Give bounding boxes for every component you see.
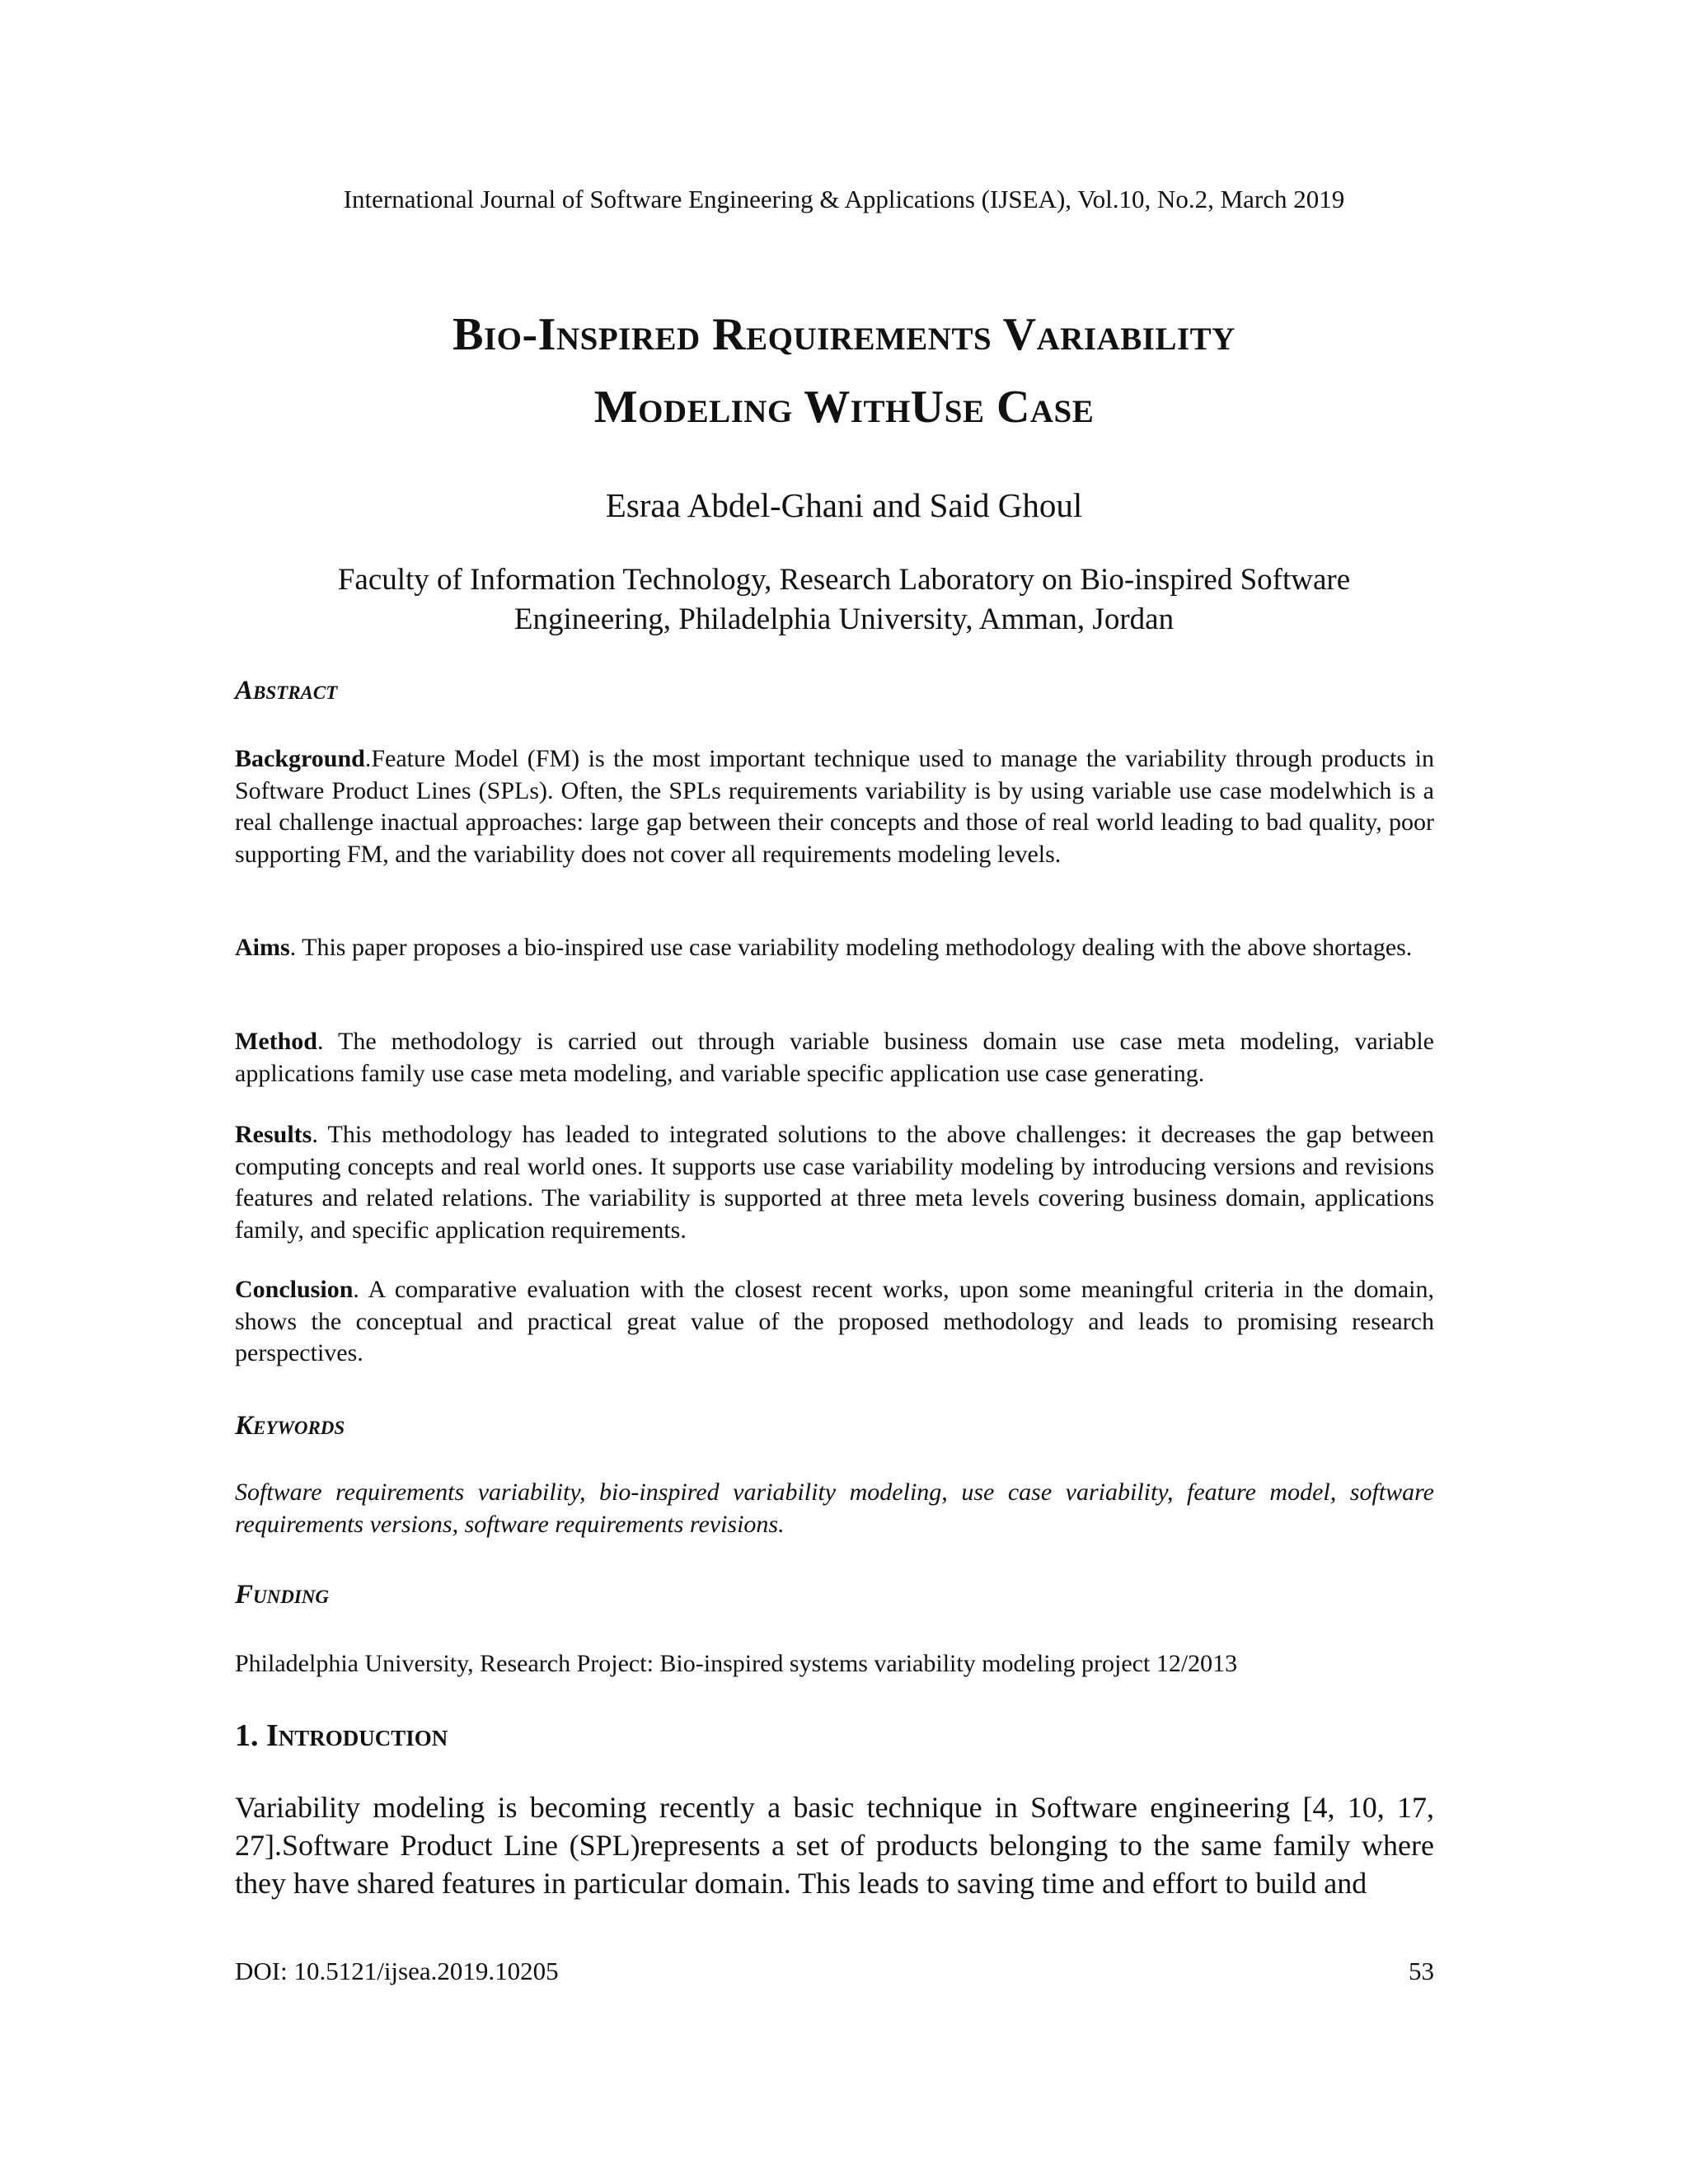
funding-text: Philadelphia University, Research Project: Bio-inspired systems variability modeling project 12/2013	[235, 1650, 1238, 1677]
funding-heading: Funding	[235, 1580, 330, 1610]
method-text: . The methodology is carried out through variable business domain use case meta modeling, variable applications family use case meta modeling, and variable specific application use case generating.	[235, 1028, 1434, 1087]
abstract-method-paragraph	[235, 1026, 1434, 1090]
running-header: International Journal of Software Engineering & Applications (IJSEA), Vol.10, No.2, March 2019	[343, 185, 1345, 213]
abstract-conclusion-paragraph	[235, 1274, 1434, 1370]
paper-authors: Esraa Abdel-Ghani and Said Ghoul	[605, 486, 1083, 524]
conclusion-text: . A comparative evaluation with the closest recent works, upon some meaningful criteria in the domain, shows the conceptual and practical great value of the proposed methodology and leads to promising research perspectives.	[235, 1276, 1434, 1366]
aims-text: . This paper proposes a bio-inspired use case variability modeling methodology dealing with the above shortages.	[289, 934, 1413, 961]
paper-affiliation	[0, 560, 1688, 640]
footer-page-number: 53	[1409, 1957, 1434, 1985]
keywords-text: Software requirements variability, bio-inspired variability modeling, use case variability, feature model, software requirements versions, software requirements revisions.	[235, 1479, 1434, 1538]
method-label: Method	[235, 1028, 317, 1055]
background-label: Background	[235, 745, 365, 772]
introduction-text: Variability modeling is becoming recently a basic technique in Software engineering [4, 10, 17, 27].Software Product Line (SPL)represents a set of products belonging to the same family where they have shared features in particular domain. This leads to saving time and effort to build and	[235, 1791, 1434, 1900]
keywords-heading: Keywords	[235, 1411, 345, 1441]
affiliation-line-1: Faculty of Information Technology, Research Laboratory on Bio-inspired Software	[337, 563, 1351, 597]
paper-title-line-2: Modeling WithUse Case	[593, 382, 1095, 433]
affiliation-line-2: Engineering, Philadelphia University, Amman, Jordan	[513, 602, 1175, 636]
abstract-aims-paragraph	[235, 932, 1434, 964]
results-text: . This methodology has leaded to integrated solutions to the above challenges: it decreases the gap between computing concepts and real world ones. It supports use case variability modeling by introducing versions and revisions features and related relations. The variability is supported at three meta levels covering business domain, applications family, and specific application requirements.	[235, 1121, 1434, 1244]
paper-title-line-1: Bio-Inspired Requirements Variability	[452, 309, 1236, 360]
background-text: .Feature Model (FM) is the most important technique used to manage the variability through products in Software Product Lines (SPLs). Often, the SPLs requirements variability is by using variable use case modelwhich is a real challenge inactual approaches: large gap between their concepts and those of real world leading to bad quality, poor supporting FM, and the variability does not cover all requirements modeling levels.	[235, 745, 1434, 868]
paper-title	[0, 298, 1688, 443]
aims-label: Aims	[235, 934, 290, 961]
results-label: Results	[235, 1121, 312, 1148]
abstract-background-paragraph	[235, 743, 1434, 870]
conclusion-label: Conclusion	[235, 1276, 354, 1303]
abstract-results-paragraph	[235, 1119, 1434, 1246]
introduction-heading: 1. Introduction	[235, 1718, 448, 1753]
abstract-heading: Abstract	[235, 676, 338, 705]
footer-doi: DOI: 10.5121/ijsea.2019.10205	[235, 1957, 559, 1985]
